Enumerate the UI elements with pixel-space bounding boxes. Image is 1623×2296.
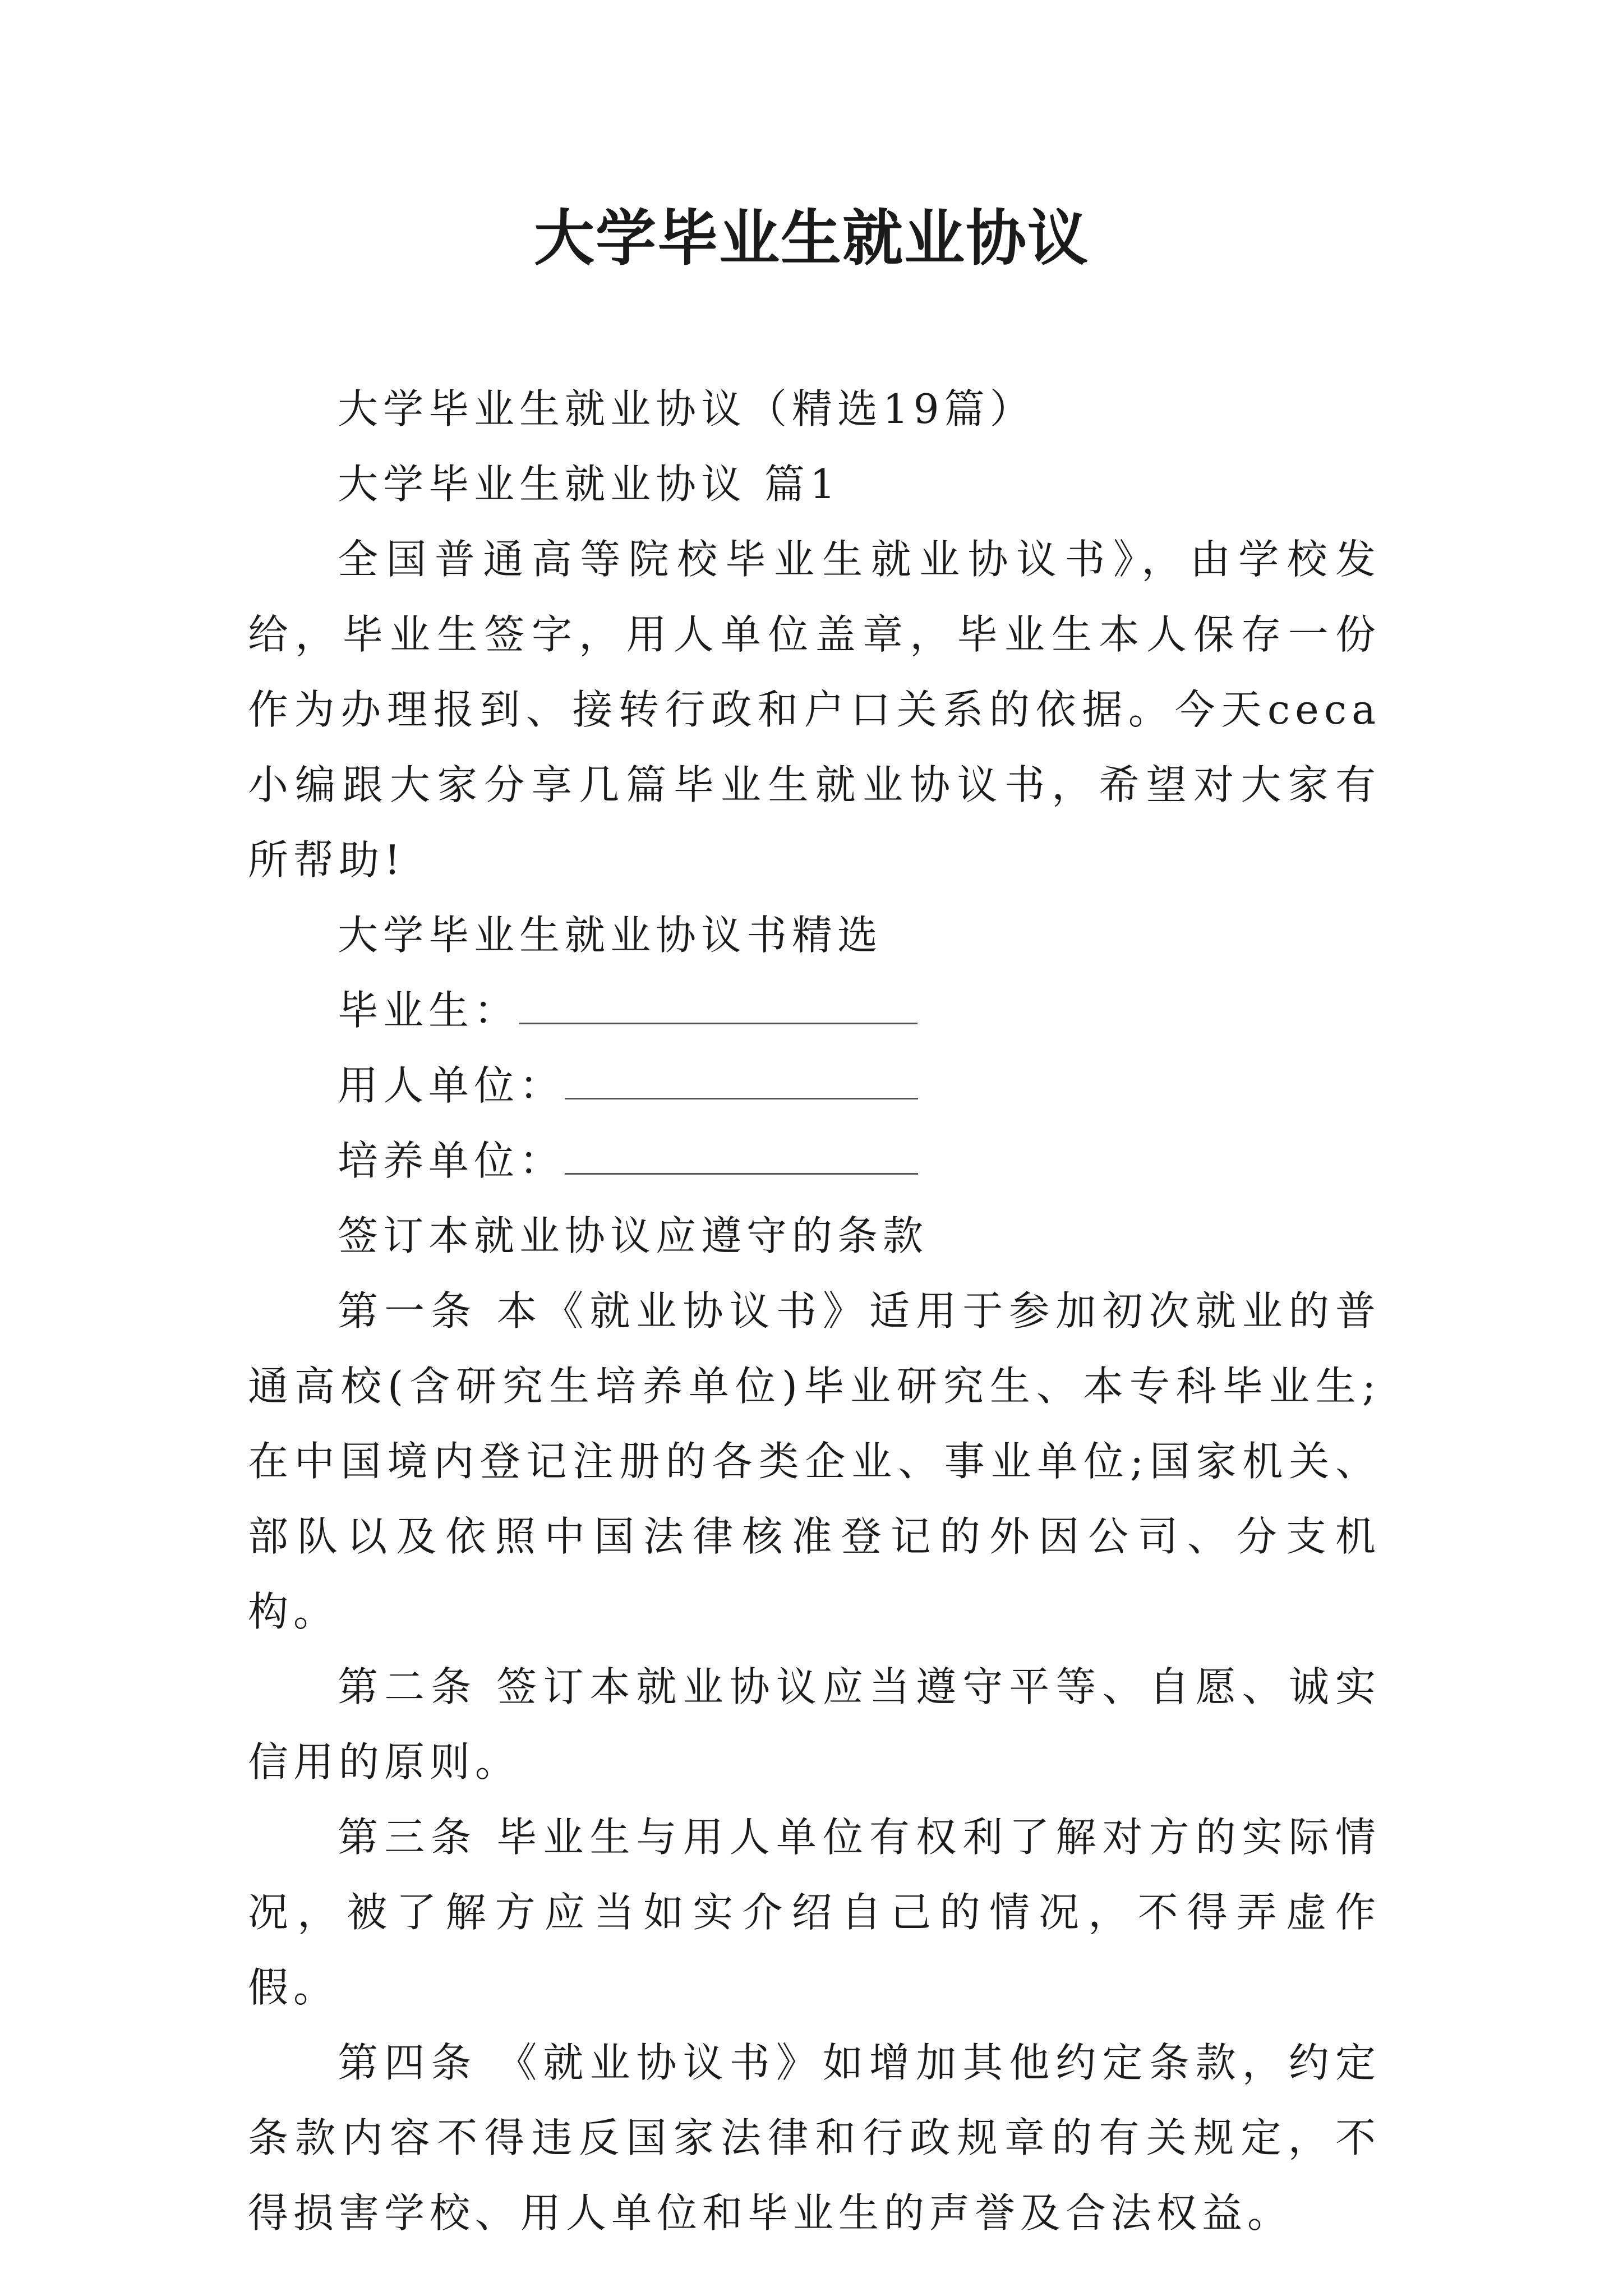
clause-paragraph: 第三条 毕业生与用人单位有权利了解对方的实际情况，被了解方应当如实介绍自己的情况，不得弄虚作假。 [248,1814,1381,2011]
section-heading: 大学毕业生就业协议 篇1 [338,461,841,508]
intro-paragraph: 全国普通高等院校毕业生就业协议书》，由学校发给，毕业生签字，用人单位盖章，毕业生本人保存一份作为办理报到、接转行政和户口关系的依据。今天ceca小编跟大家分享几篇毕业生就业协议书，希望对大家有所帮助! [248,536,1381,884]
document-subtitle: 大学毕业生就业协议（精选19篇） [338,385,1035,432]
clause-paragraph: 第四条 《就业协议书》如增加其他约定条款，约定条款内容不得违反国家法律和行政规章的有关规定，不得损害学校、用人单位和毕业生的声誉及合法权益。 [248,2039,1381,2237]
clauses-heading: 签订本就业协议应遵守的条款 [338,1212,929,1259]
training-unit-field [248,1123,1381,1198]
clause-paragraph: 第二条 签订本就业协议应当遵守平等、自愿、诚实信用的原则。 [248,1663,1381,1786]
graduate-blank-line [519,1017,917,1024]
training-unit-blank-line [565,1167,918,1175]
training-unit-label: 培养单位： [338,1137,565,1184]
clause-paragraph: 第一条 本《就业协议书》适用于参加初次就业的普通高校(含研究生培养单位)毕业研究生、本专科毕业生;在中国境内登记注册的各类企业、事业单位;国家机关、部队以及依照中国法律核准登记的外因公司、分支机构。 [248,1287,1381,1635]
graduate-label: 毕业生： [338,987,520,1034]
graduate-field [248,973,1381,1048]
employer-label: 用人单位： [338,1062,565,1109]
document-body [248,371,1381,2251]
document-title: 大学毕业生就业协议 [533,203,1089,274]
employer-blank-line [565,1092,918,1099]
selection-heading: 大学毕业生就业协议书精选 [338,912,883,959]
employer-field [248,1048,1381,1123]
